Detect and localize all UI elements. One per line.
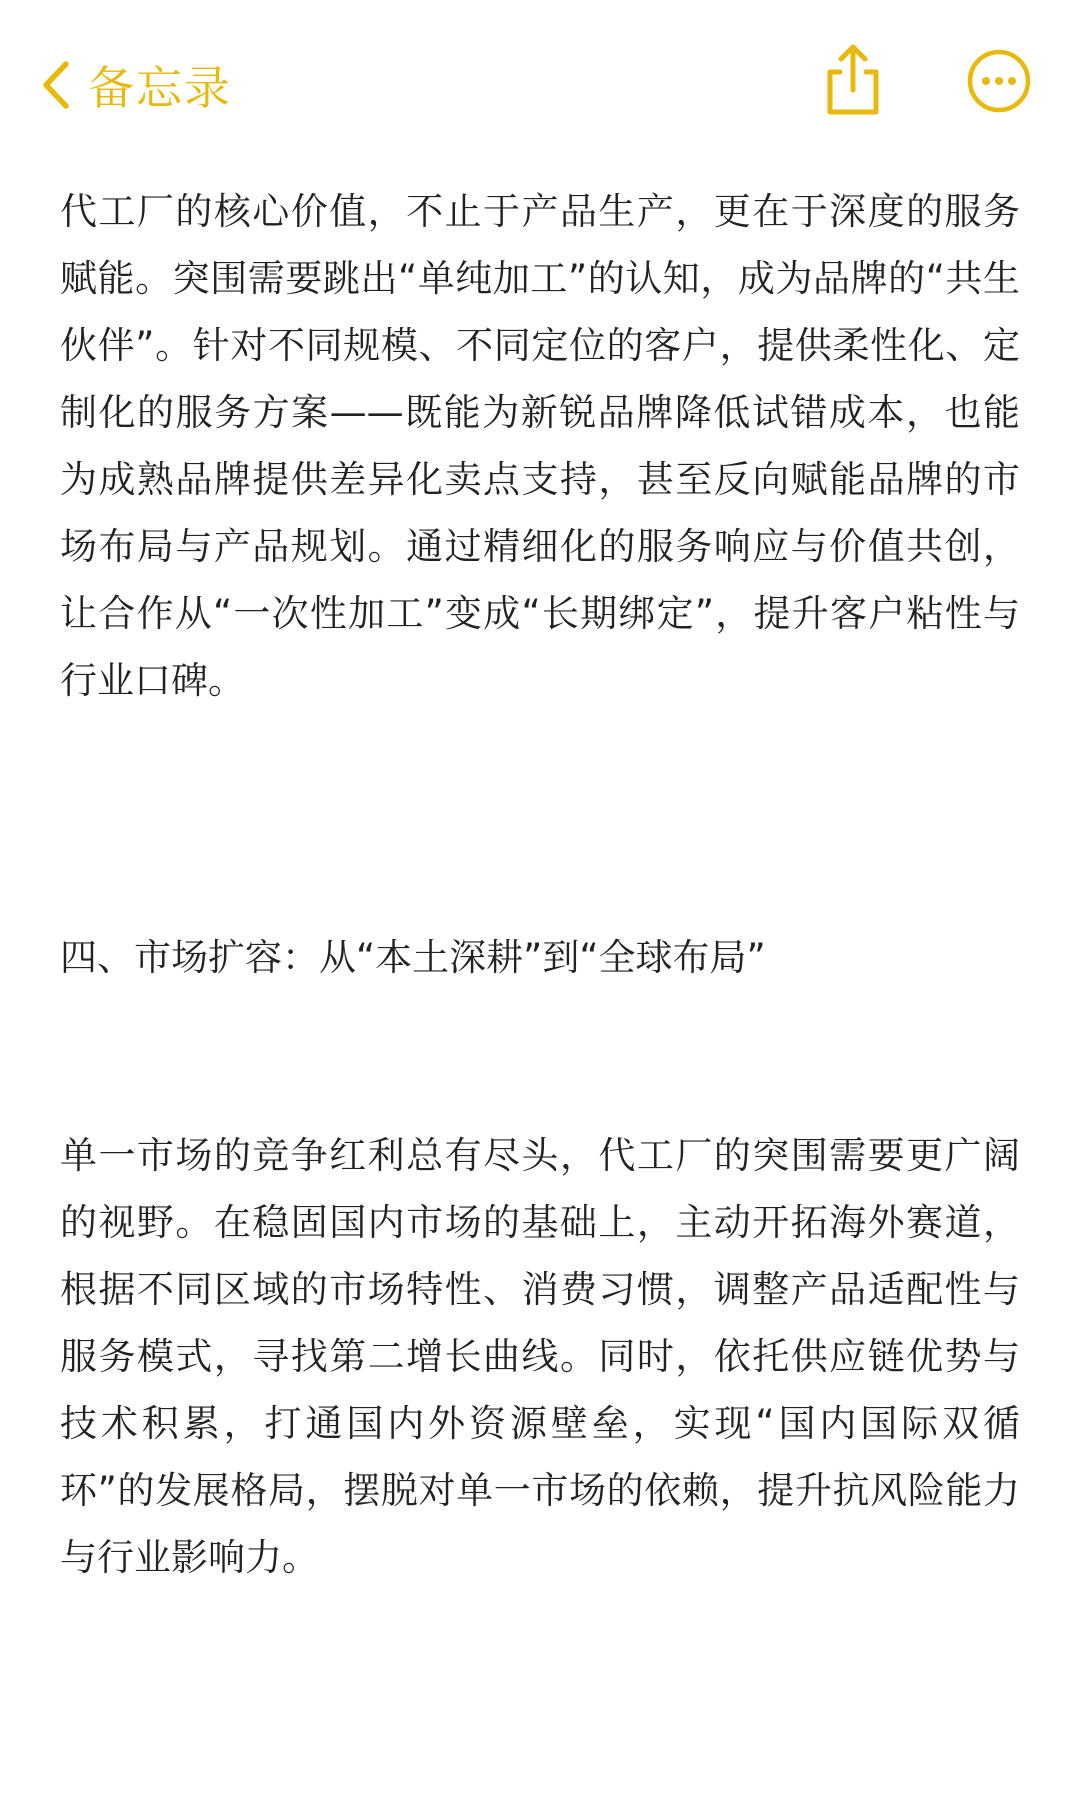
note-paragraph: 单一市场的竞争红利总有尽头，代工厂的突围需要更广阔的视野。在稳固国内市场的基础上，主动开拓海外赛道，根据不同区域的市场特性、消费习惯，调整产品适配性与服务模式，寻找第二增长曲线。同时，依托供应链优势与技术积累，打通国内外资源壁垒，实现“国内国际双循环”的发展格局，摆脱对单一市场的依赖，提升抗风险能力与行业影响力。 <box>60 1134 1020 1579</box>
note-paragraph: 代工厂的核心价值，不止于产品生产，更在于深度的服务赋能。突围需要跳出“单纯加工”的认知，成为品牌的“共生伙伴”。针对不同规模、不同定位的客户，提供柔性化、定制化的服务方案——既能为新锐品牌降低试错成本，也能为成熟品牌提供差异化卖点支持，甚至反向赋能品牌的市场布局与产品规划。通过精细化的服务响应与价值共创，让合作从“一次性加工”变成“长期绑定”，提升客户粘性与行业口碑。 <box>60 190 1020 702</box>
navigation-bar <box>0 0 1080 160</box>
share-button[interactable] <box>818 40 888 120</box>
back-button[interactable] <box>40 50 232 120</box>
back-label: 备忘录 <box>88 61 232 115</box>
share-icon <box>818 105 888 124</box>
more-icon <box>966 99 1032 118</box>
note-section-heading: 四、市场扩容：从“本土深耕”到“全球布局” <box>60 936 766 979</box>
more-button[interactable] <box>966 48 1032 114</box>
chevron-left-icon <box>40 60 70 110</box>
